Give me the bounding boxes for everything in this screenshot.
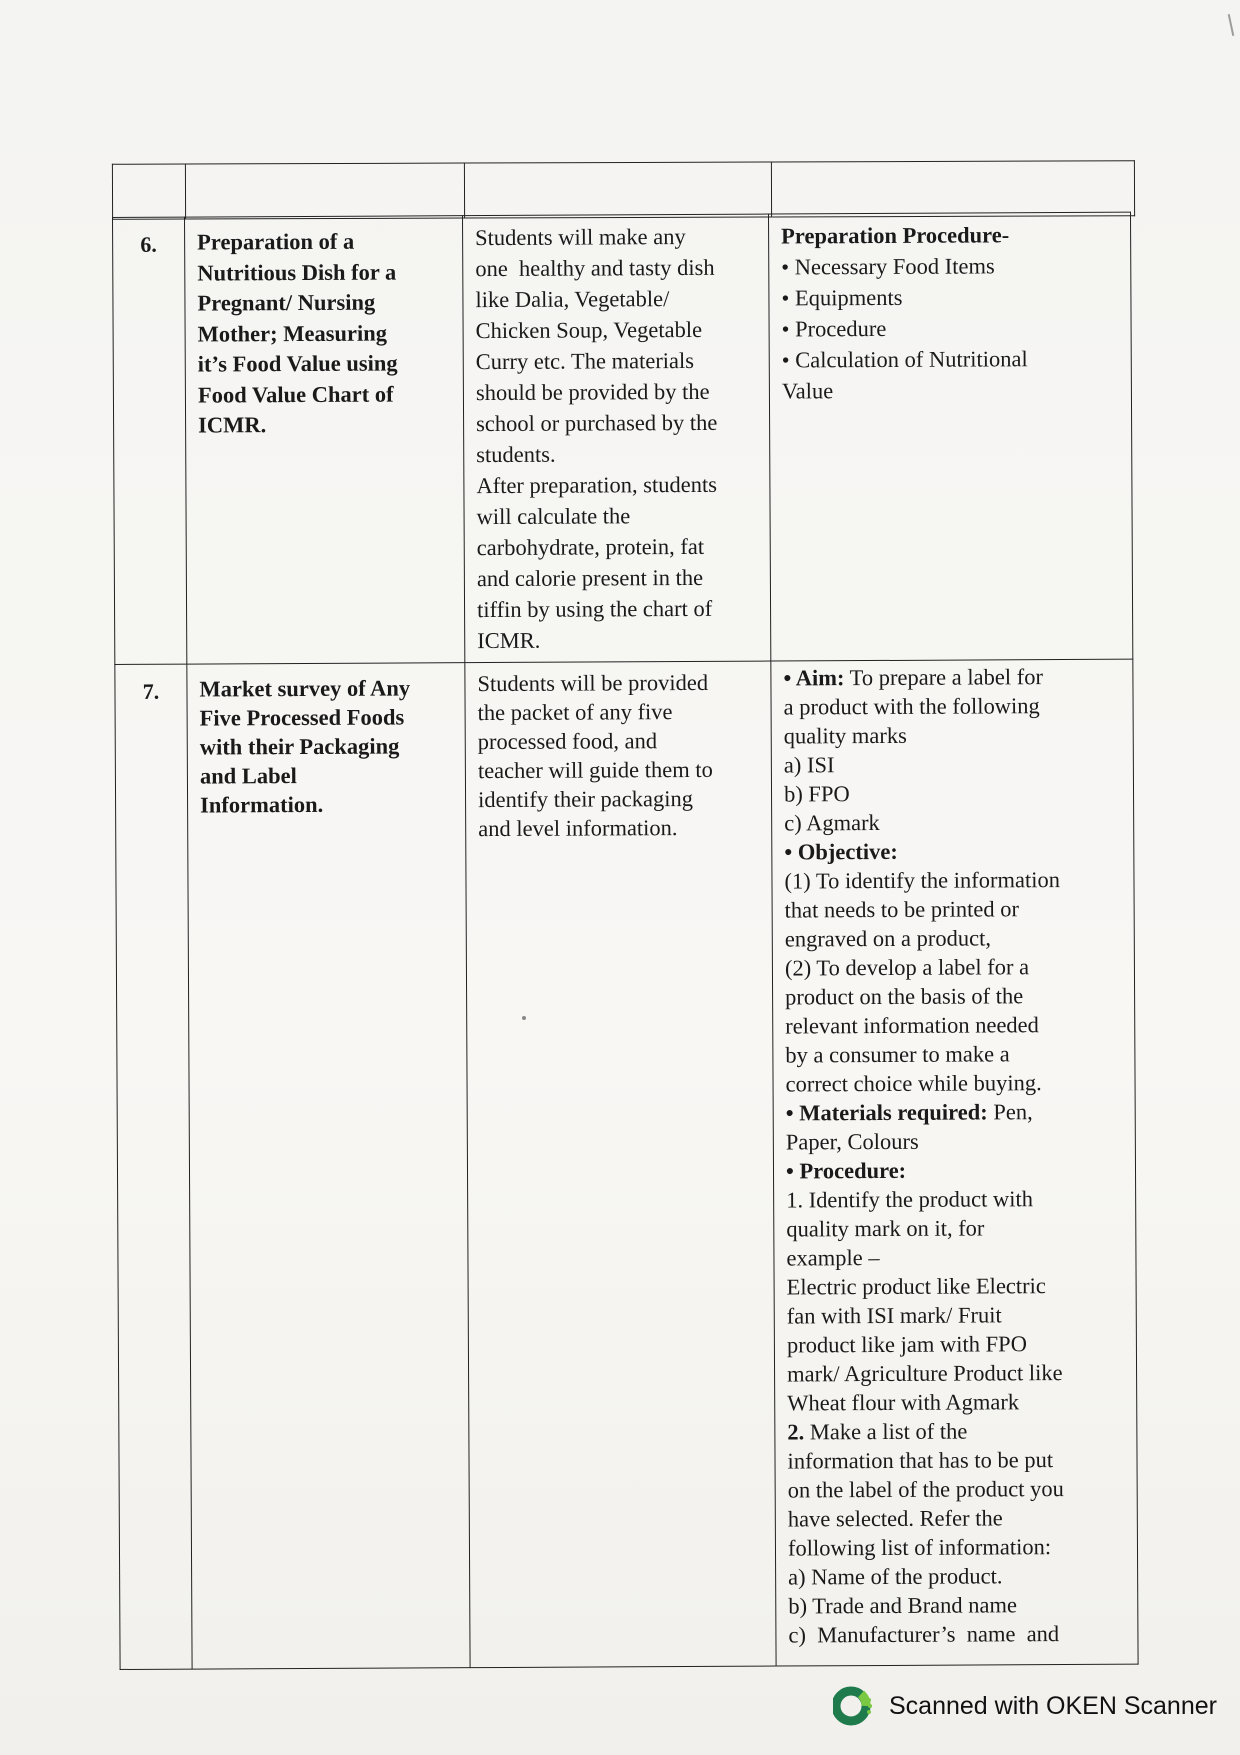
procedure-line: product like jam with FPO xyxy=(786,1331,1027,1358)
description-line: school or purchased by the xyxy=(476,409,718,437)
description-line: Students will make any xyxy=(475,223,686,251)
blank-cell-3 xyxy=(464,162,771,218)
description-line: one healthy and tasty dish xyxy=(475,254,715,282)
procedure-item: • Necessary Food Items xyxy=(781,253,995,280)
blank-cell-4 xyxy=(771,161,1134,217)
aim-line: a) ISI xyxy=(783,752,835,778)
step2-line: c) Manufacturer’s name and xyxy=(788,1621,1060,1648)
description-line: identify their packaging xyxy=(477,785,694,813)
description-line: ICMR. xyxy=(477,627,541,654)
procedure-line: mark/ Agriculture Product like xyxy=(787,1360,1063,1387)
description-line: will calculate the xyxy=(476,503,631,530)
step2-line: following list of information: xyxy=(787,1534,1052,1561)
aim-line: quality marks xyxy=(783,722,907,749)
objective-line: (1) To identify the information xyxy=(784,867,1061,894)
step2-line: information that has to be put xyxy=(787,1447,1054,1474)
activity-title xyxy=(187,663,470,1669)
procedure-item: • Calculation of Nutritional xyxy=(781,346,1028,373)
materials-text: Pen, xyxy=(987,1099,1033,1125)
activity-title xyxy=(185,216,465,664)
objective-heading: • Objective: xyxy=(784,838,898,865)
activity-description xyxy=(465,661,776,1668)
objective-line: that needs to be printed or xyxy=(784,896,1020,923)
title-line: Five Processed Foods xyxy=(199,704,405,731)
materials-heading: • Materials required: xyxy=(785,1099,988,1126)
procedure-heading: • Procedure: xyxy=(785,1157,907,1184)
step2-line: on the label of the product you xyxy=(787,1476,1064,1503)
title-line: Preparation of a xyxy=(197,228,355,255)
title-line: Nutritious Dish for a xyxy=(197,259,397,286)
scanner-watermark xyxy=(833,1686,1217,1726)
table-row xyxy=(115,659,1138,1669)
materials-line: Paper, Colours xyxy=(785,1128,919,1155)
procedure-item: • Equipments xyxy=(781,284,903,311)
step2-line xyxy=(787,1416,1126,1447)
description-line: processed food, and xyxy=(477,728,658,755)
description-line: the packet of any five xyxy=(477,699,673,726)
practical-activities-table xyxy=(112,212,1139,1670)
procedure-line: Wheat flour with Agmark xyxy=(787,1389,1020,1416)
table-row xyxy=(113,212,1133,664)
procedure-line: 1. Identify the product with xyxy=(786,1186,1034,1213)
objective-line: relevant information needed xyxy=(785,1012,1039,1039)
description-line: and level information. xyxy=(478,815,678,842)
aim-line: b) FPO xyxy=(783,781,850,807)
step2-line: b) Trade and Brand name xyxy=(788,1592,1018,1619)
scanner-watermark-text: Scanned with OKEN Scanner xyxy=(889,1691,1217,1720)
title-line: it’s Food Value using xyxy=(197,350,398,377)
aim-line xyxy=(783,662,1122,693)
title-line: Information. xyxy=(200,791,324,818)
procedure-line: fan with ISI mark/ Fruit xyxy=(786,1302,1002,1329)
objective-line: engraved on a product, xyxy=(784,925,992,952)
step2-line: a) Name of the product. xyxy=(788,1563,1003,1590)
objective-line: (2) To develop a label for a xyxy=(784,954,1030,981)
activity-description xyxy=(462,214,770,663)
title-line: Food Value Chart of xyxy=(197,381,394,408)
objective-line: product on the basis of the xyxy=(785,983,1024,1010)
procedure-item: • Procedure xyxy=(781,315,887,342)
row-number: 7. xyxy=(115,664,192,1669)
blank-cell-1 xyxy=(112,164,185,219)
step2-line: have selected. Refer the xyxy=(787,1505,1003,1532)
step2-number: 2. xyxy=(787,1419,805,1445)
step2-text: Make a list of the xyxy=(804,1418,968,1445)
description-line: carbohydrate, protein, fat xyxy=(476,533,705,561)
table-header-strip xyxy=(112,160,1135,220)
oken-scanner-logo-icon xyxy=(833,1686,873,1726)
procedure-line: Electric product like Electric xyxy=(786,1273,1046,1300)
procedure-heading: Preparation Procedure- xyxy=(781,222,1010,249)
procedure-line: example – xyxy=(786,1244,880,1271)
procedure-line: quality mark on it, for xyxy=(786,1215,985,1242)
title-line: Market survey of Any xyxy=(199,675,411,702)
description-line: Curry etc. The materials xyxy=(475,347,695,375)
description-line: After preparation, students xyxy=(476,471,718,499)
description-line: Students will be provided xyxy=(477,669,709,697)
materials-line xyxy=(786,1097,1125,1128)
title-line: ICMR. xyxy=(198,412,267,438)
description-line: should be provided by the xyxy=(475,378,710,406)
description-line: like Dalia, Vegetable/ xyxy=(475,286,670,313)
blank-cell-2 xyxy=(185,163,464,219)
title-line: and Label xyxy=(199,763,297,789)
activity-procedure xyxy=(771,659,1138,1666)
scan-speck xyxy=(522,1016,526,1020)
objective-line: correct choice while buying. xyxy=(785,1070,1042,1097)
title-line: Pregnant/ Nursing xyxy=(197,289,376,316)
aim-heading: • Aim: xyxy=(783,665,845,691)
row-number: 6. xyxy=(113,217,187,664)
aim-line: a product with the following xyxy=(783,693,1040,720)
description-line: students. xyxy=(476,441,556,468)
description-line: tiffin by using the chart of xyxy=(476,595,713,623)
activity-procedure xyxy=(768,212,1132,661)
objective-line: by a consumer to make a xyxy=(785,1041,1010,1068)
aim-text: To prepare a label for xyxy=(844,664,1044,691)
title-line: Mother; Measuring xyxy=(197,320,388,347)
description-line: and calorie present in the xyxy=(476,564,704,592)
title-line: with their Packaging xyxy=(199,733,400,760)
description-line: Chicken Soup, Vegetable xyxy=(475,316,703,344)
procedure-item: Value xyxy=(781,378,834,404)
aim-line: c) Agmark xyxy=(784,809,880,836)
description-line: teacher will guide them to xyxy=(477,756,713,784)
